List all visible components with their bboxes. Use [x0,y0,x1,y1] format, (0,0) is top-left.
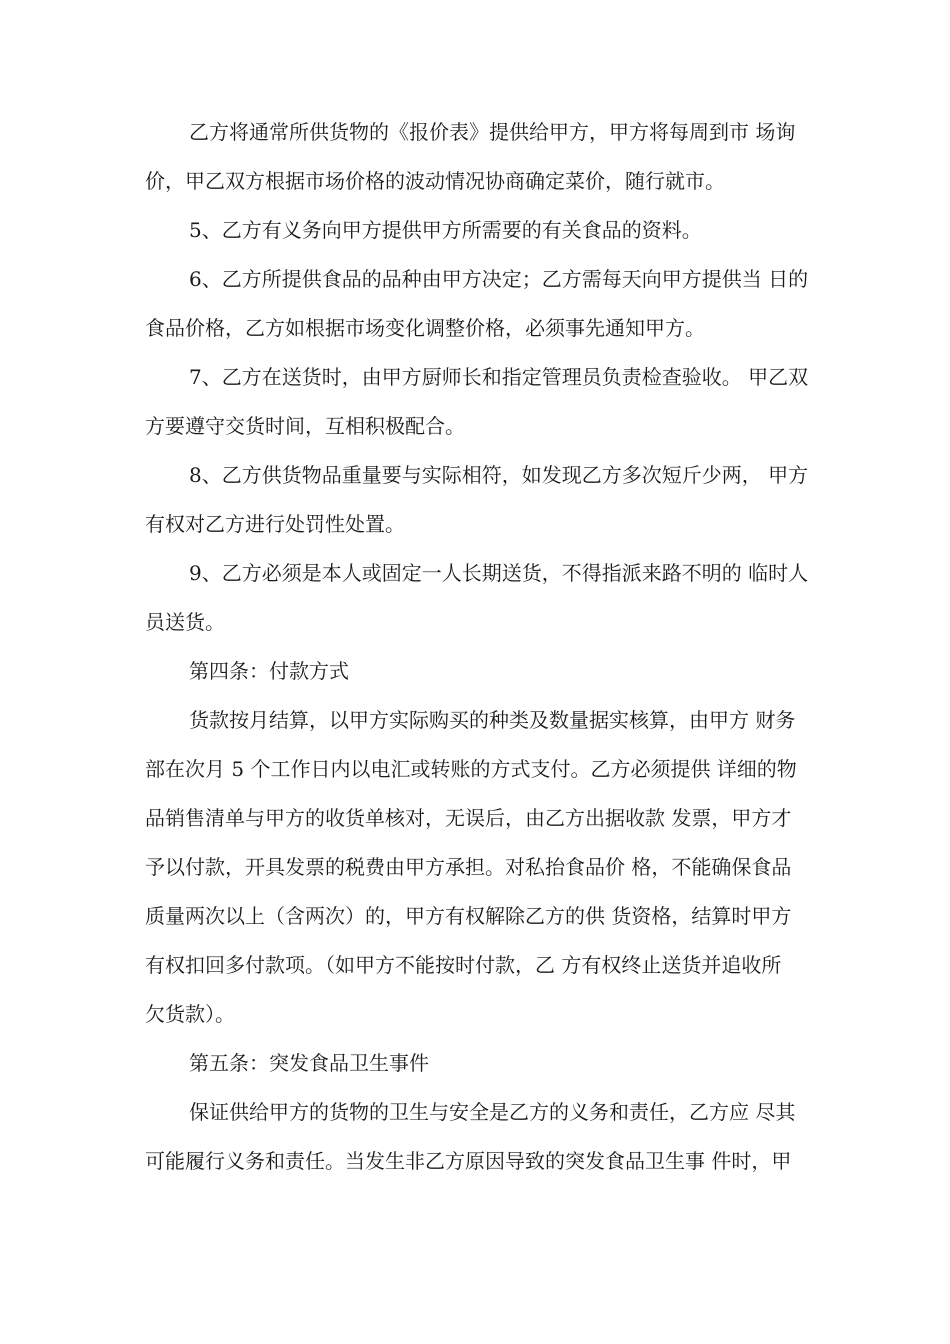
text-line: 货款按月结算，以甲方实际购买的种类及数量据实核算，由甲方 财务 [189,708,796,732]
text-line: 7、乙方在送货时，由甲方厨师长和指定管理员负责检查验收。 甲乙双 [189,365,809,389]
text-line: 价，甲乙双方根据市场价格的波动情况协商确定菜价，随行就市。 [145,169,725,193]
text-line: 欠货款）。 [145,1002,235,1026]
text-line: 部在次月 5 个工作日内以电汇或转账的方式支付。乙方必须提供 详细的物 [145,757,797,781]
paragraph-quote-sheet [145,108,821,206]
text-line: 质量两次以上（含两次）的，甲方有权解除乙方的供 货资格，结算时甲方 [145,904,792,928]
text-line: 9、乙方必须是本人或固定一人长期送货，不得指派来路不明的 临时人 [189,561,809,585]
text-line: 有权扣回多付款项。（如甲方不能按时付款，乙 方有权终止送货并追收所 [145,953,782,977]
paragraph-clause-8 [145,451,821,549]
heading-article-4 [145,647,821,696]
text-line: 有权对乙方进行处罚性处置。 [145,512,405,536]
text-line: 8、乙方供货物品重量要与实际相符，如发现乙方多次短斤少两， 甲方 [189,463,809,487]
paragraph-clause-6 [145,255,821,353]
text-line: 方要遵守交货时间，互相积极配合。 [145,414,465,438]
paragraph-clause-5 [145,206,821,255]
text-line: 品销售清单与甲方的收货单核对，无误后，由乙方出据收款 发票，甲方才 [145,806,792,830]
section-heading: 第五条：突发食品卫生事件 [189,1051,429,1075]
heading-article-5 [145,1039,821,1088]
document-body [145,108,821,1186]
section-heading: 第四条：付款方式 [189,659,349,683]
text-line: 食品价格，乙方如根据市场变化调整价格，必须事先通知甲方。 [145,316,705,340]
text-line: 保证供给甲方的货物的卫生与安全是乙方的义务和责任，乙方应 尽其 [189,1100,796,1124]
text-line: 乙方将通常所供货物的《报价表》提供给甲方，甲方将每周到市 场询 [189,120,796,144]
text-line: 6、乙方所提供食品的品种由甲方决定；乙方需每天向甲方提供当 日的 [189,267,809,291]
paragraph-payment [145,696,821,1039]
text-line: 予以付款，开具发票的税费由甲方承担。对私抬食品价 格，不能确保食品 [145,855,792,879]
text-line: 5、乙方有义务向甲方提供甲方所需要的有关食品的资料。 [189,218,702,242]
paragraph-food-safety [145,1088,821,1186]
text-line: 员送货。 [145,610,225,634]
paragraph-clause-9 [145,549,821,647]
paragraph-clause-7 [145,353,821,451]
text-line: 可能履行义务和责任。当发生非乙方原因导致的突发食品卫生事 件时，甲 [145,1149,792,1173]
